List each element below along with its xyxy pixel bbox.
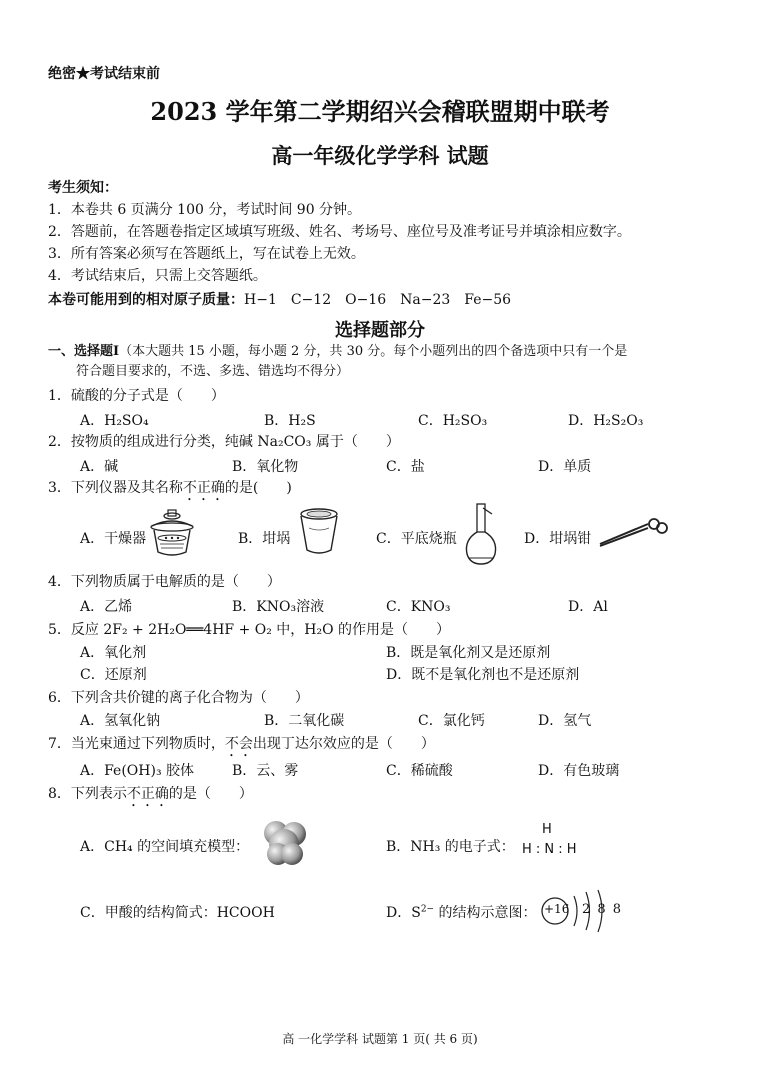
exam-subtitle: 高一年级化学学科 试题 [271,143,489,168]
notice-item: 2．答题前，在答题卷指定区域填写班级、姓名、考场号、座位号及准考证号并填涂相应数字。 [48,224,631,240]
q6-stem: 6．下列含共价键的离子化合物为（ ） [48,690,309,706]
q8-option-a: A．CH₄ 的空间填充模型： [80,839,250,855]
sulfide-electron-shells: 2 8 8 [582,902,622,917]
part1-line1 [48,342,627,362]
crucible-icon [296,506,342,558]
q3-stem-emphasis: 不正确 [182,480,225,496]
flask-icon [462,502,500,566]
q5-option-c: C．还原剂 [80,667,147,683]
q7-stem [48,734,435,760]
q7-option-b: B．云、雾 [232,763,299,779]
q4-option-b: B．KNO₃溶液 [232,599,325,615]
nh3-lewis-middle: H : N : H [522,842,577,857]
q5-option-b: B．既是氧化剂又是还原剂 [386,645,551,661]
q6-option-a: A．氢氧化钠 [80,713,161,729]
q3-option-d: D．坩埚钳 [524,531,592,547]
notice-item: 3．所有答案必须写在答题纸上，写在试卷上无效。 [48,246,365,262]
q8-option-c: C．甲酸的结构简式：HCOOH [80,905,275,921]
q8-option-d [386,902,537,922]
q8-stem-post: 的是（ ） [168,786,253,802]
methane-space-filling-model-icon [256,818,314,868]
q7-option-c: C．稀硫酸 [386,763,453,779]
q3-option-c: C．平底烧瓶 [376,531,457,547]
sulfide-nucleus-charge: +16 [544,902,570,916]
q8-stem-emphasis: 不正确 [126,786,169,802]
q2-option-a: A．碱 [80,459,119,475]
q7-option-d: D．有色玻璃 [538,763,620,779]
q3-stem [48,478,292,504]
q2-option-d: D．单质 [538,459,592,475]
q7-stem-emphasis: 不会 [224,736,253,752]
q7-option-a: A．Fe(OH)₃ 胶体 [80,763,195,779]
q2-option-b: B．氧化物 [232,459,299,475]
q1-stem: 1．硫酸的分子式是（ ） [48,388,225,404]
notice-heading: 考生须知： [48,180,118,196]
notice-item: 1．本卷共 6 页满分 100 分，考试时间 90 分钟。 [48,202,362,218]
q1-option-b: B．H₂S [264,413,316,429]
q3-option-b: B．坩埚 [238,531,291,547]
q3-stem-post: 的是( ) [224,480,292,496]
secret-label: 绝密★考试结束前 [48,66,160,82]
atomic-mass-line [48,290,511,310]
q6-option-d: D．氢气 [538,713,592,729]
nh3-lewis-top: H [542,822,552,837]
part1-desc-line2: 符合题目要求的，不选、多选、错选均不得分） [76,364,350,379]
q6-option-c: C．氯化钙 [418,713,485,729]
page-footer: 高 一化学学科 试题第 1 页( 共 6 页) [282,1032,478,1046]
q1-option-c: C．H₂SO₃ [418,413,488,429]
q6-option-b: B．二氧化碳 [264,713,345,729]
q5-option-d: D．既不是氧化剂也不是还原剂 [386,667,580,683]
q8-stem [48,784,253,810]
atomic-mass-values: H−1 C−12 O−16 Na−23 Fe−56 [244,292,512,308]
q8-option-b: B．NH₃ 的电子式： [386,839,515,855]
q2-stem: 2．按物质的组成进行分类，纯碱 Na₂CO₃ 属于（ ） [48,434,400,450]
crucible-tongs-icon [598,516,670,548]
q1-option-d: D．H₂S₂O₃ [568,413,644,429]
atomic-mass-label: 本卷可能用到的相对原子质量： [48,292,244,308]
q7-stem-pre: 7．当光束通过下列物质时， [48,736,225,752]
part1-heading: 一、选择题Ⅰ [48,344,120,359]
q4-option-d: D．Al [568,599,608,615]
q3-stem-pre: 3．下列仪器及其名称 [48,480,183,496]
q2-option-c: C．盐 [386,459,425,475]
q3-option-a: A．干燥器 [80,531,147,547]
section-title: 选择题部分 [335,320,425,341]
part1-desc: （本大题共 15 小题，每小题 2 分，共 30 分。每个小题列出的四个备选项中只有一个是 [119,344,628,359]
desiccator-icon [148,508,196,560]
q5-option-a: A．氧化剂 [80,645,147,661]
q7-stem-post: 出现丁达尔效应的是（ ） [252,736,435,752]
q4-option-c: C．KNO₃ [386,599,451,615]
notice-item: 4．考试结束后，只需上交答题纸。 [48,268,267,284]
q8-option-d-post: 的结构示意图： [434,905,537,921]
q4-option-a: A．乙烯 [80,599,133,615]
q8-option-d-charge: 2− [420,904,435,915]
q8-option-d-pre: D．S [386,905,421,921]
q8-stem-pre: 8．下列表示 [48,786,127,802]
q5-stem: 5．反应 2F₂ + 2H₂O══4HF + O₂ 中，H₂O 的作用是（ ） [48,622,451,638]
q1-option-a: A．H₂SO₄ [80,413,149,429]
q4-stem: 4．下列物质属于电解质的是（ ） [48,574,281,590]
exam-title: 2023 学年第二学期绍兴会稽联盟期中联考 [150,97,610,126]
